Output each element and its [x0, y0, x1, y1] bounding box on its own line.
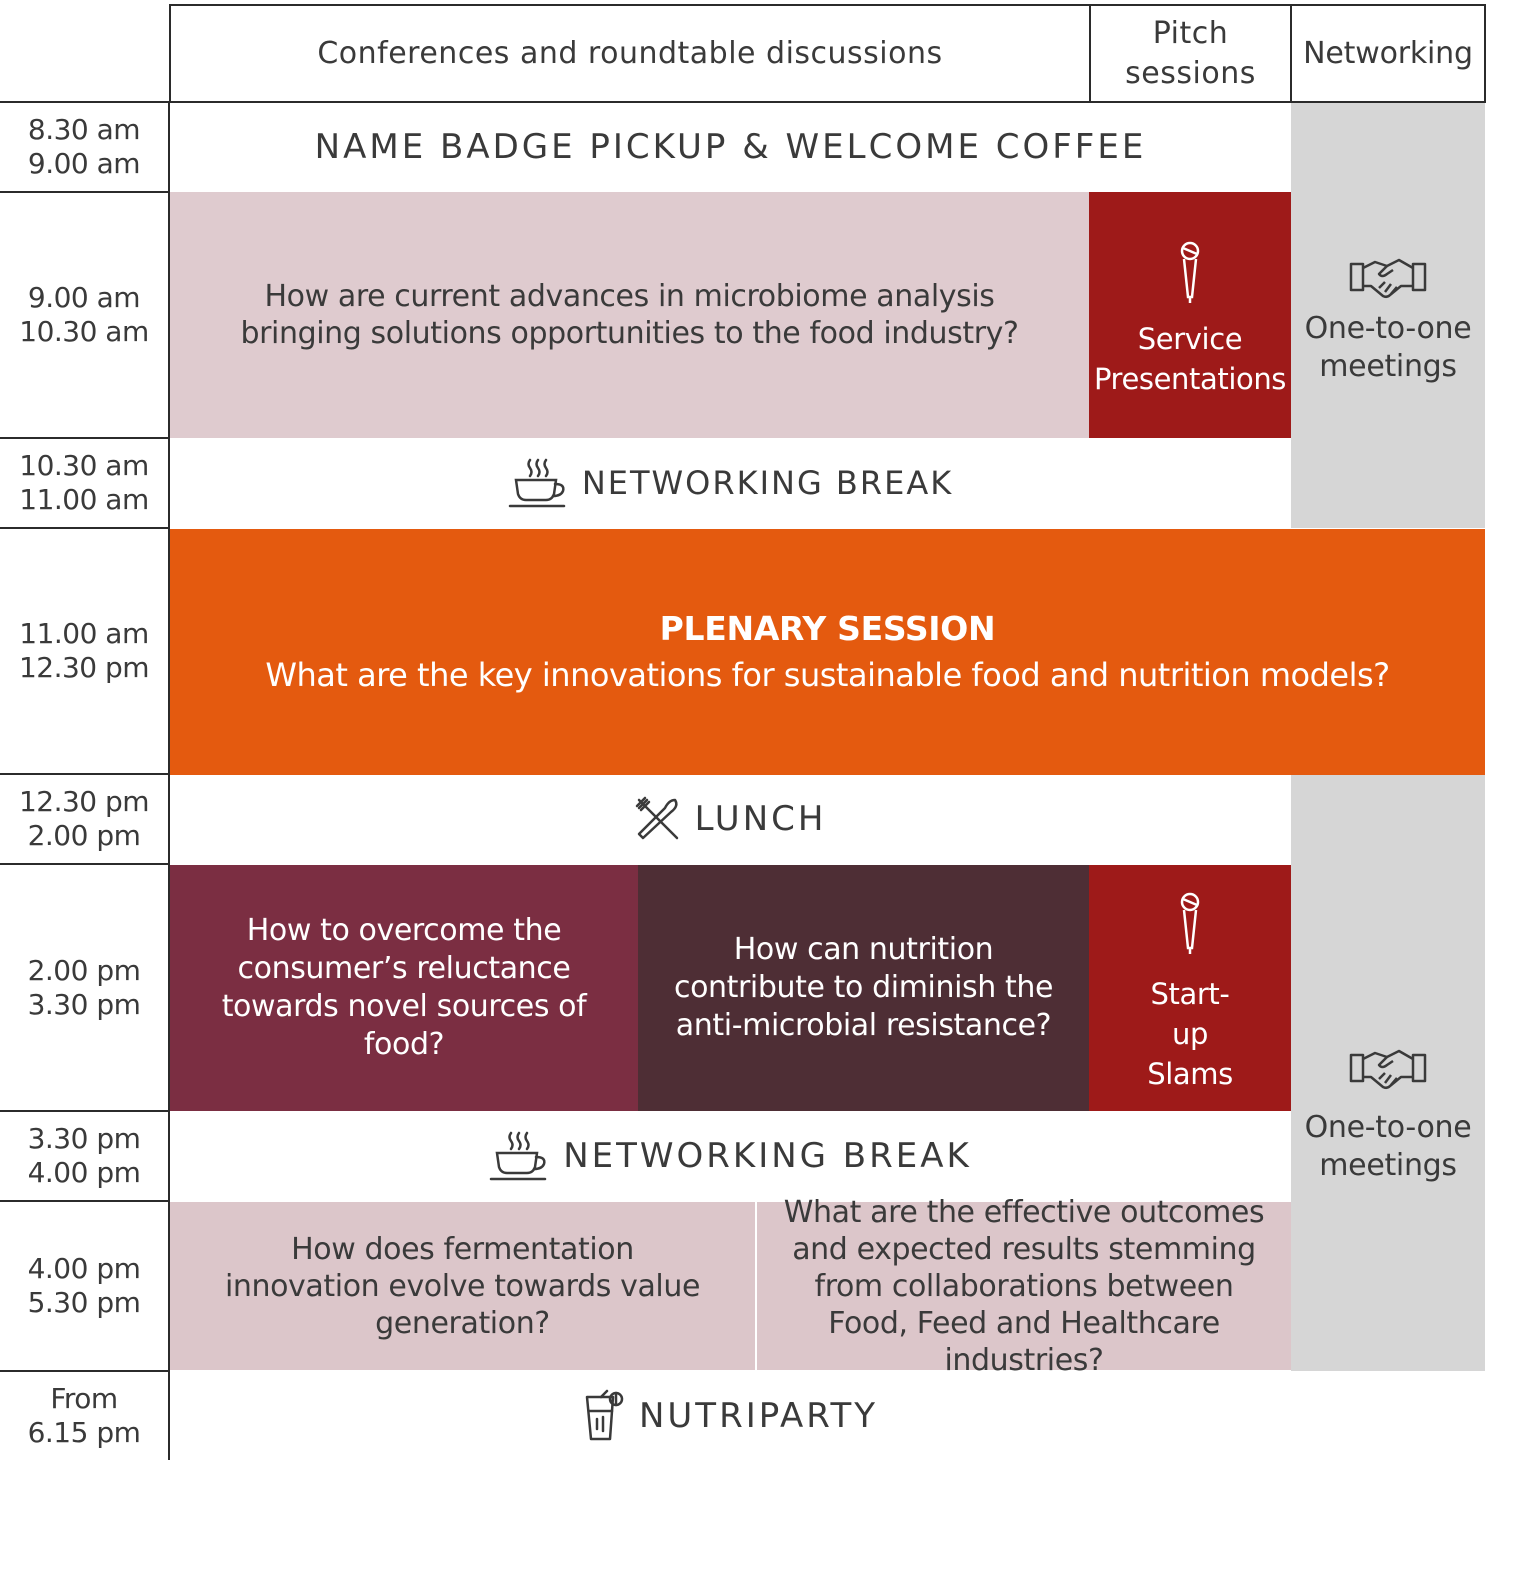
networking-break-1	[170, 439, 1291, 527]
header-conferences: Conferences and roundtable discussions	[317, 35, 943, 71]
service-presentations-label: Service Presentations	[1093, 322, 1287, 396]
header-networking: Networking	[1303, 35, 1473, 71]
time-start: 11.00 am	[19, 617, 149, 650]
time-start: 9.00 am	[27, 281, 141, 314]
networking-break-2-label: NETWORKING BREAK	[563, 1136, 972, 1176]
time-start: From	[50, 1382, 118, 1415]
nutriparty-session	[170, 1372, 1291, 1460]
time-end: 9.00 am	[27, 147, 141, 180]
startup-slams-label: Start-up Slams	[1147, 977, 1233, 1091]
time-end: 12.30 pm	[18, 651, 150, 684]
networking-meetings-top	[1291, 240, 1485, 400]
time-end: 6.15 pm	[27, 1416, 141, 1449]
time-slot	[0, 1112, 168, 1200]
header-pitch-sessions: Pitch sessions	[1125, 15, 1256, 91]
networking-meetings-bottom	[1291, 1030, 1485, 1200]
time-start: 10.30 am	[19, 449, 149, 482]
time-slot	[0, 529, 168, 773]
antimicrobial-session	[638, 865, 1089, 1111]
time-slot	[0, 865, 168, 1110]
time-start: 12.30 pm	[18, 785, 150, 818]
service-presentations-session	[1089, 192, 1291, 438]
fermentation-question: How does fermentation innovation evolve towards value generation?	[224, 1231, 701, 1341]
collaborations-session	[757, 1194, 1291, 1378]
time-end: 10.30 am	[19, 315, 149, 348]
reluctance-session	[170, 865, 638, 1111]
networking-meetings-label: One-to-one meetings	[1304, 311, 1472, 384]
time-slot	[0, 1372, 168, 1460]
time-slot	[0, 193, 168, 437]
time-slot	[0, 775, 168, 863]
time-end: 2.00 pm	[27, 819, 141, 852]
plenary-session	[170, 529, 1485, 775]
lunch-label: LUNCH	[694, 799, 827, 839]
coffee-cup-icon	[508, 456, 568, 510]
time-slot	[0, 1202, 168, 1370]
time-end: 11.00 am	[19, 483, 149, 516]
fermentation-session	[170, 1202, 755, 1370]
startup-slams-session	[1089, 865, 1291, 1111]
microphone-icon	[1175, 241, 1205, 305]
networking-break-2	[170, 1112, 1291, 1200]
plenary-title: PLENARY SESSION	[659, 609, 996, 648]
time-slot	[0, 103, 168, 191]
microbiome-question: How are current advances in microbiome analysis bringing solutions opportunities to the food industry?	[240, 279, 1019, 351]
coffee-cup-icon	[489, 1129, 549, 1183]
antimicrobial-question: How can nutrition contribute to diminish the anti-microbial resistance?	[673, 932, 1054, 1043]
time-start: 8.30 am	[27, 113, 141, 146]
handshake-icon	[1349, 254, 1427, 300]
handshake-icon	[1349, 1045, 1427, 1091]
time-start: 2.00 pm	[27, 953, 141, 987]
time-start: 4.00 pm	[27, 1252, 141, 1285]
time-slot	[0, 439, 168, 527]
microphone-icon	[1175, 892, 1205, 956]
networking-break-1-label: NETWORKING BREAK	[581, 464, 954, 502]
drink-glass-icon	[583, 1389, 625, 1443]
time-end: 3.30 pm	[27, 987, 141, 1021]
reluctance-question: How to overcome the consumer’s reluctance towards novel sources of food?	[221, 913, 587, 1062]
time-end: 4.00 pm	[27, 1156, 141, 1189]
plenary-question: What are the key innovations for sustainable food and nutrition models?	[265, 656, 1390, 694]
nutriparty-label: NUTRIPARTY	[638, 1396, 878, 1436]
fork-knife-icon	[635, 796, 681, 842]
time-start: 3.30 pm	[27, 1122, 141, 1155]
collaborations-question: What are the effective outcomes and expected results stemming from collaborations between Food, Feed and Healthcare industries?	[783, 1194, 1265, 1378]
lunch-session	[170, 775, 1291, 863]
time-end: 5.30 pm	[27, 1286, 141, 1319]
networking-meetings-label: One-to-one meetings	[1304, 1110, 1472, 1183]
microbiome-session	[170, 192, 1089, 438]
welcome-session: NAME BADGE PICKUP & WELCOME COFFEE	[314, 127, 1147, 167]
